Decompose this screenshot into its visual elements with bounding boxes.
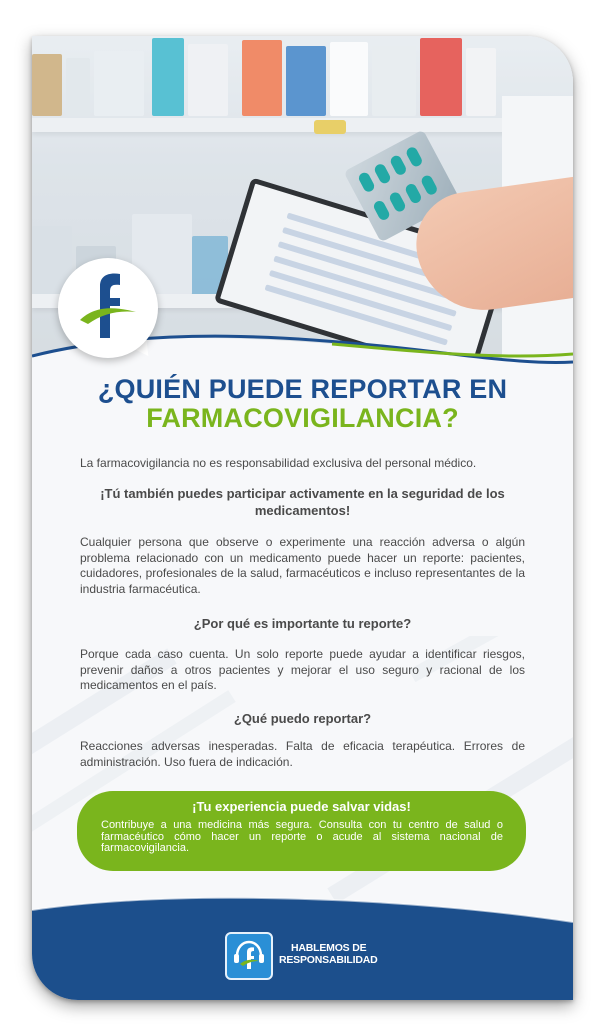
- f-logo-icon: [58, 258, 158, 358]
- cta-title: ¡Tu experiencia puede salvar vidas!: [192, 799, 411, 814]
- infographic-card: [32, 36, 573, 1000]
- f-headset-logo-icon: [225, 932, 273, 980]
- highlight-text: ¡Tú también puedes participar activamente en la seguridad de los medicamentos!: [100, 486, 505, 518]
- title-line-2: FARMACOVIGILANCIA?: [146, 403, 459, 433]
- what-heading: ¿Qué puedo reportar?: [233, 711, 372, 726]
- cta-text: Contribuye a una medicina más segura. Consulta con tu centro de salud o farmacéutico cómo hacer un reporte o acude al sistema nacional de farmacovigilancia.: [101, 819, 503, 854]
- footer-line-1: HABLEMOS DE: [291, 942, 367, 954]
- footer-slogan: [279, 942, 378, 966]
- what-text: Reacciones adversas inesperadas. Falta de eficacia terapéutica. Errores de administración. Uso fuera de indicación.: [80, 739, 525, 769]
- cta-banner: [77, 791, 526, 871]
- title-line-1: ¿QUIÉN PUEDE REPORTAR EN: [97, 374, 508, 404]
- why-heading: ¿Por qué es importante tu reporte?: [193, 616, 412, 631]
- footer-line-2: RESPONSABILIDAD: [279, 954, 378, 966]
- why-text: Porque cada caso cuenta. Un solo reporte puede ayudar a identificar riesgos, prevenir daños a otros pacientes y mejorar el uso seguro y racional de los medicamentos en el país.: [80, 647, 525, 692]
- who-text: Cualquier persona que observe o experimente una reacción adversa o algún problema relacionado con un medicamento puede hacer un reporte: pacientes, cuidadores, profesionales de la salud, farmacéuticos e incluso representantes de la industria farmacéutica.: [80, 535, 525, 596]
- intro-text: La farmacovigilancia no es responsabilidad exclusiva del personal médico.: [80, 456, 477, 470]
